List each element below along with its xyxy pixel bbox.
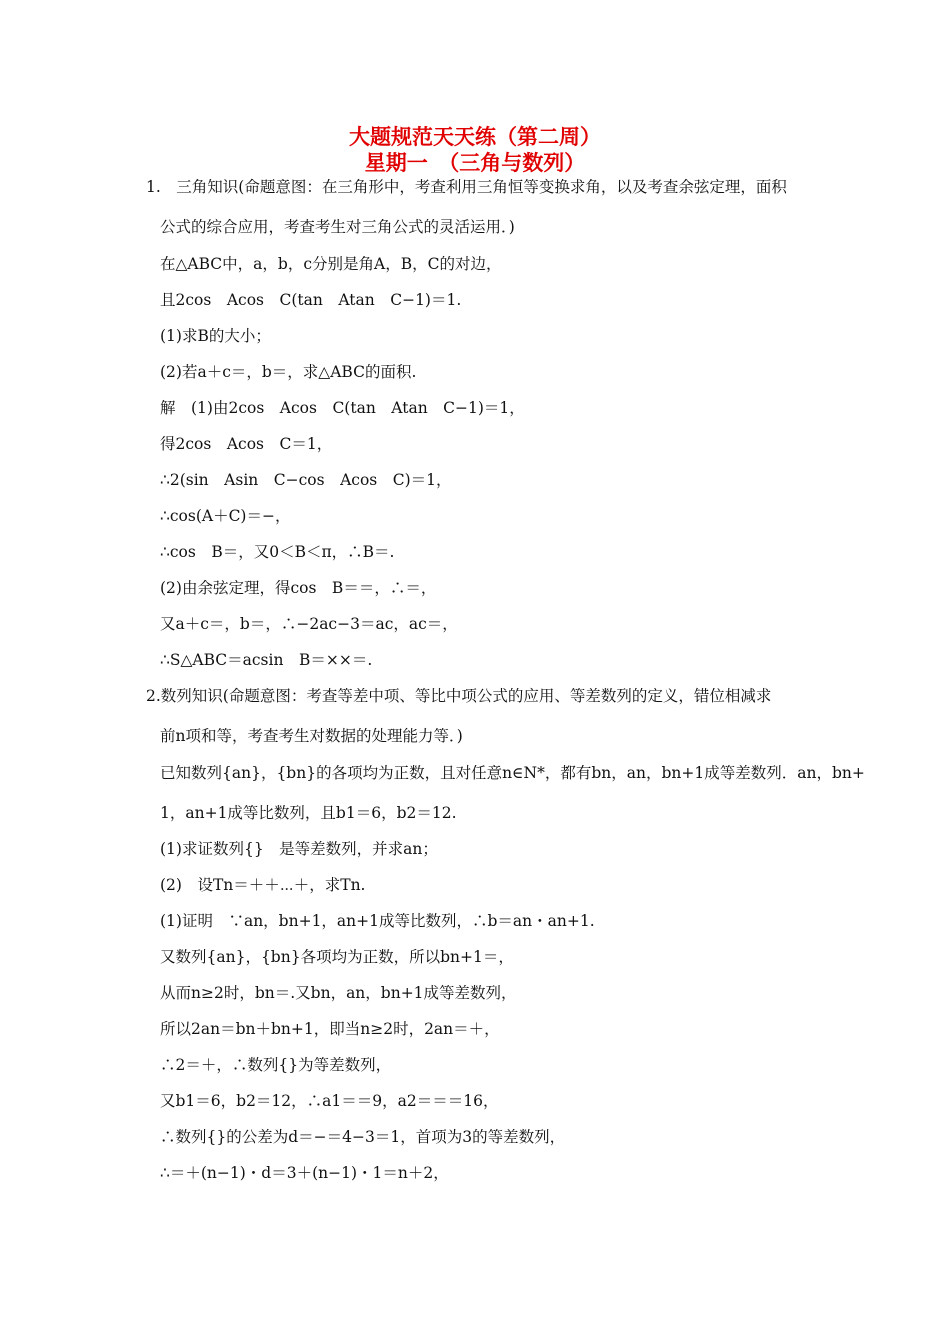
text-line: 在△ABC中，a，b，c分别是角A，B，C的对边， <box>160 255 502 273</box>
text-line: ∴＝＋(n−1)・d＝3＋(n−1)・1＝n＋2， <box>160 1164 449 1182</box>
problem-1-intro-cont: 公式的综合应用，考查考生对三角公式的灵活运用．) <box>160 218 515 236</box>
text-line: ∴2＝＋，∴数列{}为等差数列， <box>160 1056 392 1074</box>
text-line: (1)求证数列{} 是等差数列，并求an； <box>160 840 438 858</box>
text-line: 1，an+1成等比数列，且b1＝6，b2＝12. <box>160 804 457 822</box>
text-line: 又数列{an}，{bn}各项均为正数，所以bn+1＝， <box>160 948 514 966</box>
text-line: 已知数列{an}，{bn}的各项均为正数，且对任意n∈N*，都有bn，an，bn+1成等差数列．an，bn+ <box>160 764 865 782</box>
text-line: ∴cos(A＋C)＝−， <box>160 507 291 525</box>
text-line: (2) 设Tn＝＋＋⋯＋，求Tn. <box>160 876 366 894</box>
text-line: 又a＋c＝，b＝，∴−2ac−3＝ac，ac＝， <box>160 615 458 633</box>
text-line: 且2cos Acos C(tan Atan C−1)＝1. <box>160 291 462 309</box>
text-line: ∴数列{}的公差为d＝−＝4−3＝1，首项为3的等差数列， <box>160 1128 566 1146</box>
text-line: ∴S△ABC＝acsin B＝××＝. <box>160 651 373 669</box>
text-line: 从而n≥2时，bn＝.又bn，an，bn+1成等差数列， <box>160 984 517 1002</box>
text-line: 所以2an＝bn＋bn+1，即当n≥2时，2an＝＋， <box>160 1020 500 1038</box>
problem-1-intro: 1. 三角知识(命题意图：在三角形中，考查利用三角恒等变换求角，以及考查余弦定理，面积 <box>146 178 787 196</box>
page-subtitle: 星期一 （三角与数列） <box>364 151 586 175</box>
text-line: ∴2(sin Asin C−cos Acos C)＝1， <box>160 471 452 489</box>
text-line: (2)若a＋c＝，b＝，求△ABC的面积. <box>160 363 417 381</box>
text-line: ∴cos B＝，又0＜B＜π，∴B＝. <box>160 543 395 561</box>
text-line: 解 (1)由2cos Acos C(tan Atan C−1)＝1， <box>160 399 525 417</box>
page-title: 大题规范天天练（第二周） <box>349 125 601 149</box>
text-line: (2)由余弦定理，得cos B＝＝，∴＝， <box>160 579 437 597</box>
text-line: (1)求B的大小； <box>160 327 271 345</box>
text-line: (1)证明 ∵an，bn+1，an+1成等比数列，∴b＝an・an+1. <box>160 912 595 930</box>
text-line: 得2cos Acos C＝1， <box>160 435 333 453</box>
problem-2-intro: 2.数列知识(命题意图：考查等差中项、等比中项公式的应用、等差数列的定义，错位相减求 <box>146 687 772 705</box>
problem-2-intro-cont: 前n项和等，考查考生对数据的处理能力等．) <box>160 727 463 745</box>
text-line: 又b1＝6，b2＝12，∴a1＝＝9，a2＝＝＝16， <box>160 1092 499 1110</box>
